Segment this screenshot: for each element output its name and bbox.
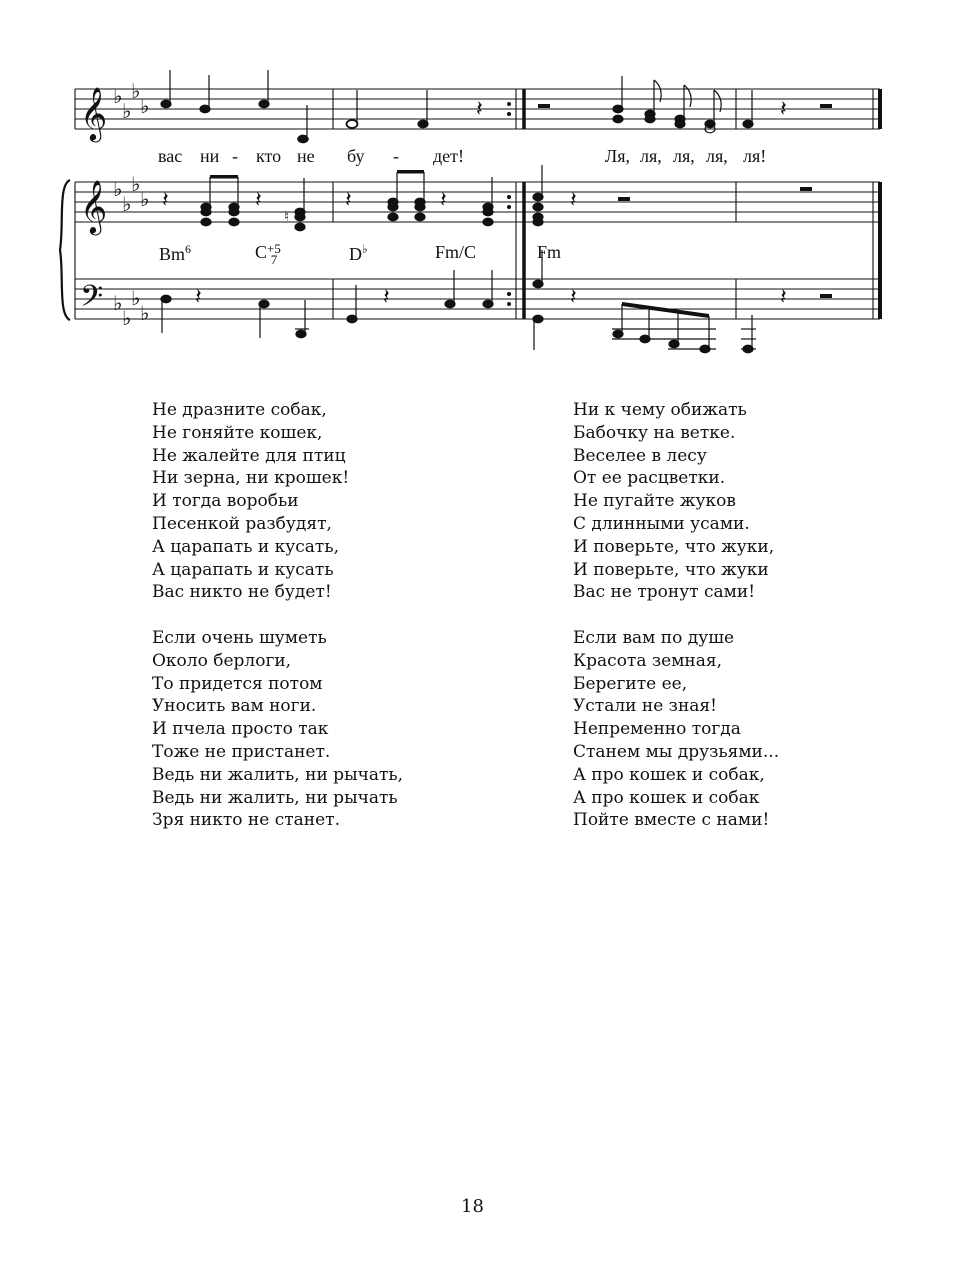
piano-bass-notes: [161, 250, 832, 353]
verse-line: Не пугайте жуков: [573, 491, 736, 512]
bass-clef: 𝄢: [80, 280, 104, 321]
verse-line: И пчела просто так: [152, 719, 329, 740]
svg-text:𝄽: 𝄽: [195, 285, 202, 310]
svg-text:♭: ♭: [122, 306, 132, 330]
lyric-syllable: ля,: [640, 146, 662, 166]
verse-line: Зря никто не станет.: [152, 810, 340, 831]
verse-line: А царапать и кусать: [152, 559, 334, 580]
verse-block: [573, 627, 779, 832]
verse-line: Тоже не пристанет.: [152, 741, 331, 762]
verse-line: Ни к чему обижать: [573, 400, 747, 420]
piano-treble-staff: [75, 182, 880, 222]
voice-notes: [161, 70, 832, 143]
verse-line: Пойте вместе с нами!: [573, 810, 770, 831]
verse-block: [152, 399, 349, 604]
verse-line: Не гоняйте кошек,: [152, 422, 323, 443]
verse-line: Ни зерна, ни крошек!: [152, 468, 350, 489]
verse-line: Вас не тронут сами!: [573, 582, 756, 603]
lyric-syllable: Ля,: [605, 146, 630, 166]
lyric-syllable: не: [297, 146, 315, 166]
svg-text:♭: ♭: [140, 187, 150, 211]
verse-line: Веселее в лесу: [573, 445, 707, 466]
verse-line: Станем мы друзьями...: [573, 741, 780, 762]
lyric-syllable: кто: [256, 146, 282, 166]
music-score: [0, 0, 960, 380]
svg-text:♭: ♭: [140, 94, 150, 118]
verse-line: Не жалейте для птиц: [152, 445, 346, 466]
verse-line: Непременно тогда: [573, 719, 741, 740]
verse-line: И поверьте, что жуки,: [573, 536, 775, 557]
svg-text:♭: ♭: [113, 84, 123, 108]
page-number: 18: [461, 1196, 484, 1217]
verse-line: То придется потом: [152, 673, 323, 694]
chord-extension-top: +5: [267, 241, 281, 256]
verse-line: И тогда воробьи: [152, 491, 299, 512]
lyric-syllable: -: [393, 146, 399, 166]
verse-line: Если очень шуметь: [152, 628, 327, 648]
svg-text:♭: ♭: [131, 172, 141, 196]
svg-text:𝄽: 𝄽: [383, 285, 390, 310]
verse-line: Около берлоги,: [152, 650, 292, 671]
piano-treble-notes: [162, 165, 812, 231]
chord-extension: 6: [185, 242, 192, 256]
verse-line: Если вам по душе: [573, 628, 735, 648]
chord-extension-bottom: 7: [270, 252, 278, 267]
svg-text:𝄽: 𝄽: [162, 188, 169, 213]
verse-line: А про кошек и собак,: [573, 764, 765, 785]
svg-text:𝄽: 𝄽: [255, 188, 262, 213]
chord-root: C: [255, 242, 268, 262]
verse-line: Уносить вам ноги.: [152, 696, 317, 717]
svg-text:♭: ♭: [140, 301, 150, 325]
lyric-syllable: ни: [200, 146, 220, 166]
verse-line: А царапать и кусать,: [152, 536, 339, 557]
svg-text:♭: ♭: [131, 286, 141, 310]
verse-line: Берегите ее,: [573, 673, 688, 694]
verse-line: Устали не зная!: [573, 696, 717, 717]
lyric-syllable: дет!: [433, 146, 465, 166]
verse-line: Не дразните собак,: [152, 400, 327, 420]
verse-line: Ведь ни жалить, ни рычать: [152, 787, 398, 808]
chord-symbol: [255, 242, 281, 265]
verse-line: Бабочку на ветке.: [573, 422, 736, 443]
verse-line: От ее расцветки.: [573, 468, 726, 489]
chord-symbol: Fm/C: [435, 242, 477, 262]
svg-text:♭: ♭: [122, 192, 132, 216]
lyric-syllable: вас: [158, 146, 183, 166]
chord-root: D: [349, 244, 362, 264]
lyric-syllable: бу: [347, 146, 365, 166]
svg-text:𝄽: 𝄽: [345, 188, 352, 213]
verse-block: [152, 627, 403, 832]
svg-text:♭: ♭: [113, 177, 123, 201]
verse-line: Вас никто не будет!: [152, 582, 332, 603]
verse-line: С длинными усами.: [573, 513, 750, 534]
chord-accidental: ♭: [362, 242, 368, 256]
svg-text:𝄽: 𝄽: [476, 97, 483, 122]
svg-text:𝄽: 𝄽: [780, 285, 787, 310]
svg-text:𝄽: 𝄽: [440, 188, 447, 213]
lyric-syllable: ля,: [706, 146, 728, 166]
verse-line: Песенкой разбудят,: [152, 513, 332, 534]
verse-line: Ведь ни жалить, ни рычать,: [152, 764, 404, 785]
svg-text:𝄽: 𝄽: [570, 188, 577, 213]
lyric-syllable: ля,: [673, 146, 695, 166]
chord-root: Bm: [159, 244, 186, 264]
lyric-syllable: -: [232, 146, 238, 166]
piano-brace: [60, 180, 70, 320]
treble-clef: 𝄞: [80, 179, 108, 233]
verse-line: И поверьте, что жуки: [573, 559, 769, 580]
treble-clef: 𝄞: [80, 86, 108, 140]
svg-text:♮: ♮: [284, 209, 290, 225]
verse-line: Красота земная,: [573, 650, 723, 671]
svg-text:♭: ♭: [122, 99, 132, 123]
svg-text:♭: ♭: [131, 79, 141, 103]
chord-symbol: [159, 242, 191, 265]
verse-block: [573, 399, 774, 604]
lyric-syllable: ля!: [743, 146, 767, 166]
svg-text:𝄽: 𝄽: [780, 97, 787, 122]
key-signature: [113, 79, 149, 330]
chord-symbol: Fm: [537, 242, 562, 262]
chord-symbol: [349, 242, 368, 265]
verse-line: А про кошек и собак: [573, 787, 760, 808]
svg-text:♭: ♭: [113, 291, 123, 315]
chord-extension: [267, 243, 281, 265]
svg-text:𝄽: 𝄽: [570, 285, 577, 310]
